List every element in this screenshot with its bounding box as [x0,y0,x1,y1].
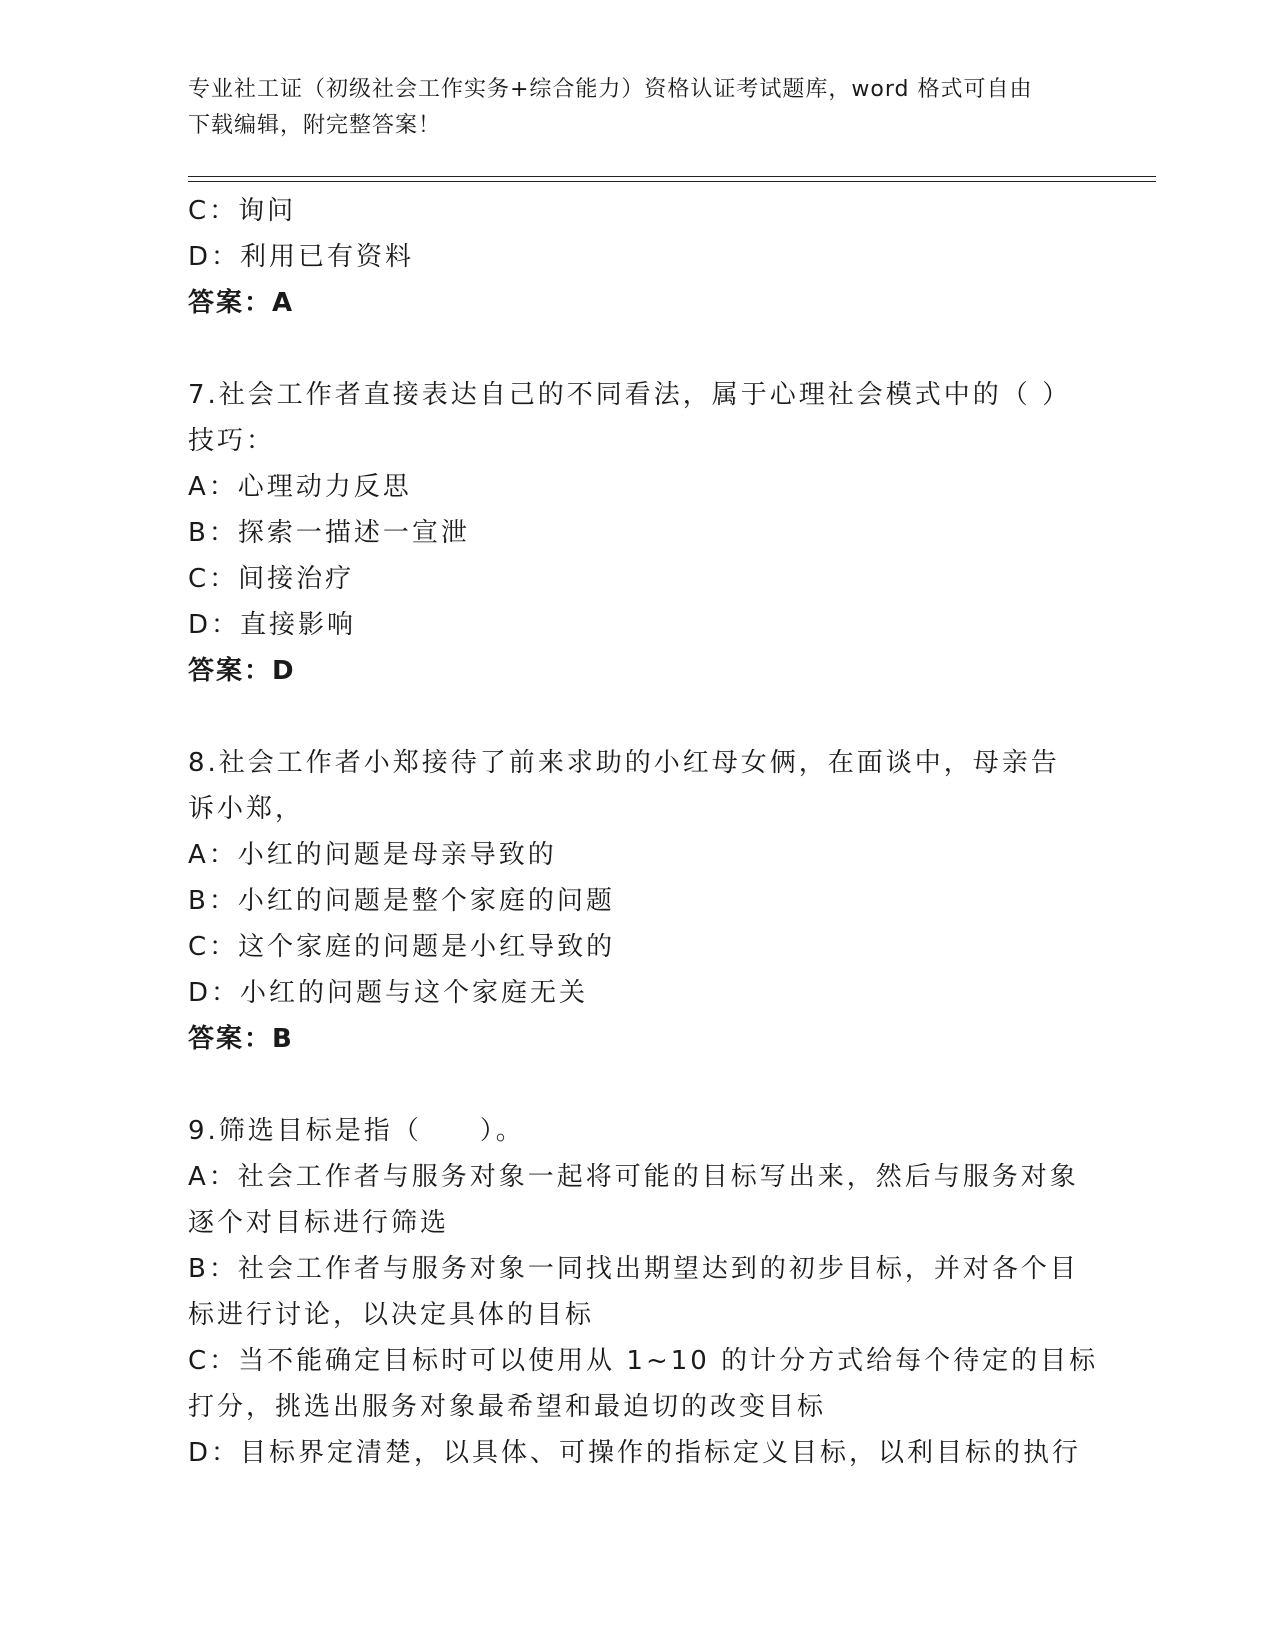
answer: 答案：B [188,1024,294,1054]
question-stem: 7.社会工作者直接表达自己的不同看法，属于心理社会模式中的（ ） [188,380,1072,410]
question-stem: 9.筛选目标是指（ ）。 [188,1116,525,1146]
option-b: B：社会工作者与服务对象一同找出期望达到的初步目标，并对各个目 [188,1254,1079,1284]
option-a: A：心理动力反思 [188,472,412,502]
option-b: B：探索一描述一宣泄 [188,518,470,548]
question-stem-cont: 技巧： [188,426,276,456]
option-d: D：目标界定清楚，以具体、可操作的指标定义目标，以利目标的执行 [188,1438,1082,1468]
question-6 [188,188,1088,326]
option-c: C：当不能确定目标时可以使用从 1~10 的计分方式给每个待定的目标 [188,1346,1099,1376]
option-a-cont: 逐个对目标进行筛选 [188,1208,450,1238]
question-content [188,188,1099,1476]
option-c: C：这个家庭的问题是小红导致的 [188,932,616,962]
question-8 [188,740,1088,1062]
header-rule-top [188,176,1156,177]
question-7 [188,372,1088,694]
option-c: C：间接治疗 [188,564,355,594]
spacer [188,694,1088,740]
option-a: A：小红的问题是母亲导致的 [188,840,557,870]
answer: 答案：A [188,288,295,318]
question-9 [188,1108,1099,1476]
option-d: D：小红的问题与这个家庭无关 [188,978,589,1008]
option-b-cont: 标进行讨论，以决定具体的目标 [188,1300,595,1330]
spacer [188,1062,1088,1108]
option-c: C：询问 [188,196,297,226]
question-stem-cont: 诉小郑， [188,794,305,824]
header-line-1: 专业社工证（初级社会工作实务+综合能力）资格认证考试题库，word 格式可自由 [188,77,1033,102]
option-d: D：利用已有资料 [188,242,415,272]
option-b: B：小红的问题是整个家庭的问题 [188,886,615,916]
page-header [188,72,1088,144]
question-stem: 8.社会工作者小郑接待了前来求助的小红母女俩，在面谈中，母亲告 [188,748,1060,778]
answer: 答案：D [188,656,296,686]
spacer [188,326,1088,372]
option-c-cont: 打分，挑选出服务对象最希望和最迫切的改变目标 [188,1392,827,1422]
header-line-2: 下载编辑，附完整答案！ [188,113,442,138]
header-rule-bottom [188,181,1156,182]
option-d: D：直接影响 [188,610,357,640]
option-a: A：社会工作者与服务对象一起将可能的目标写出来，然后与服务对象 [188,1162,1079,1192]
